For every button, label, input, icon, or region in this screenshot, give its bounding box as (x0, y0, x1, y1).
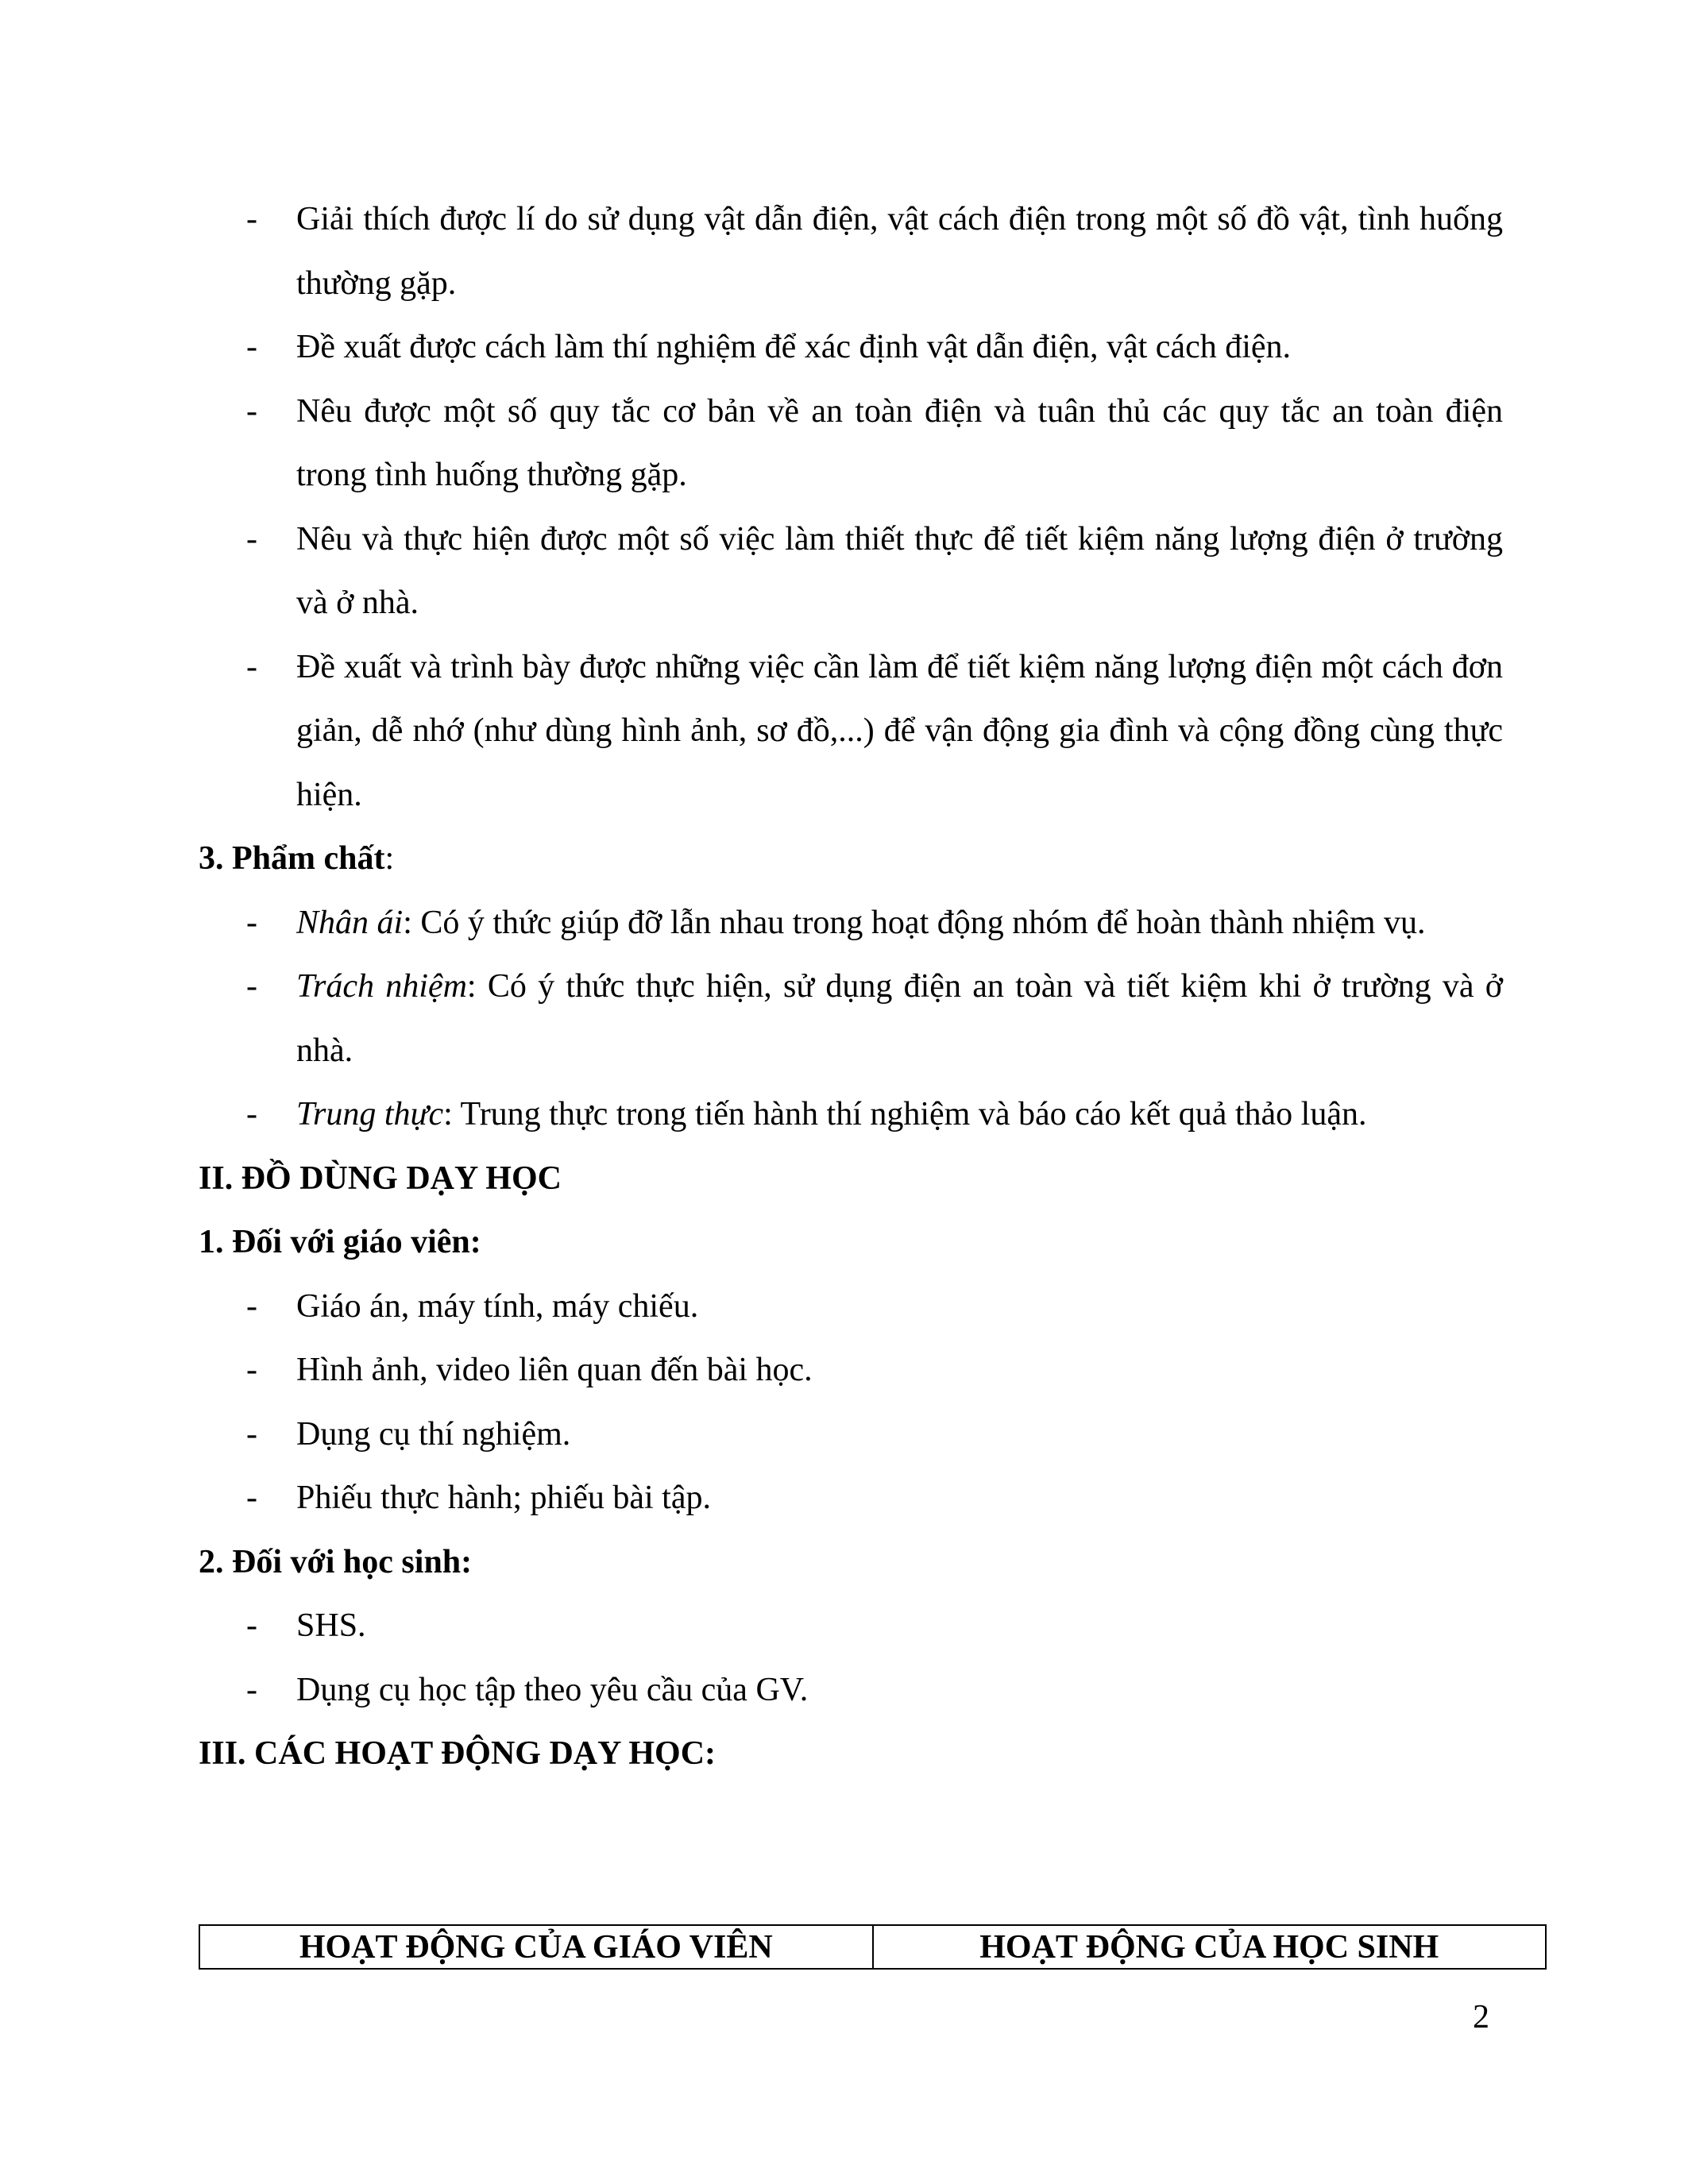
list-item (199, 955, 1545, 1082)
list-item (199, 187, 1545, 315)
student-materials-heading: 2. Đối với học sinh: (199, 1543, 473, 1580)
qualities-heading-text: 3. Phẩm chất (199, 840, 385, 877)
list-item-text: Dụng cụ thí nghiệm. (296, 1415, 571, 1453)
list-item-text: Đề xuất được cách làm thí nghiệm để xác định vật dẫn điện, vật cách điện. (296, 329, 1292, 365)
list-item-text: Hình ảnh, video liên quan đến bài học. (296, 1352, 813, 1388)
list-item (199, 507, 1545, 635)
list-item (199, 1275, 1545, 1339)
qualities-heading-colon: : (384, 840, 395, 877)
bullet-dash: - (246, 904, 257, 941)
materials-heading: II. ĐỒ DÙNG DẠY HỌC (199, 1160, 562, 1197)
bullet-dash: - (246, 1287, 257, 1325)
quality-text: : Có ý thức thực hiện, sử dụng điện an toàn và tiết kiệm khi ở trường và ở nhà. (296, 968, 1503, 1069)
list-item-text: Phiếu thực hành; phiếu bài tập. (296, 1480, 711, 1516)
qualities-heading (199, 827, 1545, 891)
list-item (199, 315, 1545, 380)
list-item (199, 635, 1545, 828)
teacher-materials-list (199, 1275, 1545, 1530)
table-header-row (199, 1925, 1546, 1969)
list-item (199, 1403, 1545, 1467)
list-item (199, 1658, 1545, 1723)
quality-label: Trung thực (296, 1096, 444, 1133)
list-item-text: Giáo án, máy tính, máy chiếu. (296, 1287, 699, 1325)
bullet-dash: - (246, 520, 257, 558)
activities-heading: III. CÁC HOẠT ĐỘNG DẠY HỌC: (199, 1735, 717, 1772)
list-item-text: SHS. (296, 1607, 366, 1644)
list-item-text: Nêu và thực hiện được một số việc làm thiết thực để tiết kiệm năng lượng điện ở trường và ở nhà. (296, 520, 1503, 621)
activities-table (199, 1924, 1547, 1970)
bullet-dash: - (246, 1415, 257, 1453)
bullet-dash: - (246, 1671, 257, 1708)
list-item-text: Đề xuất và trình bày được những việc cần làm để tiết kiệm năng lượng điện một cách đơn giản, dễ nhớ (như dùng hình ảnh, sơ đồ,...) để vận động gia đình và cộng đồng cùng thực hiện. (296, 648, 1503, 813)
list-item-text: Giải thích được lí do sử dụng vật dẫn điện, vật cách điện trong một số đồ vật, tình huống thường gặp. (296, 201, 1503, 302)
quality-label: Nhân ái (296, 904, 404, 941)
teacher-materials-heading: 1. Đối với giáo viên: (199, 1224, 481, 1260)
quality-text: : Trung thực trong tiến hành thí nghiệm và báo cáo kết quả thảo luận. (443, 1096, 1367, 1133)
bullet-dash: - (246, 648, 257, 685)
list-item (199, 1594, 1545, 1658)
qualities-list (199, 891, 1545, 1147)
bullet-dash: - (246, 968, 257, 1005)
list-item (199, 1338, 1545, 1403)
list-item (199, 1082, 1545, 1147)
student-materials-list (199, 1594, 1545, 1722)
teacher-activity-column-header: HOẠT ĐỘNG CỦA GIÁO VIÊN (199, 1925, 873, 1969)
skills-list (199, 187, 1545, 827)
bullet-dash: - (246, 1607, 257, 1644)
list-item (199, 1466, 1545, 1530)
bullet-dash: - (246, 329, 257, 365)
list-item (199, 891, 1545, 955)
quality-text: : Có ý thức giúp đỡ lẫn nhau trong hoạt động nhóm để hoàn thành nhiệm vụ. (403, 904, 1426, 941)
bullet-dash: - (246, 1096, 257, 1133)
student-activity-column-header: HOẠT ĐỘNG CỦA HỌC SINH (873, 1925, 1547, 1969)
document-page (199, 187, 1545, 1786)
page-number: 2 (1473, 1999, 1489, 2035)
bullet-dash: - (246, 392, 257, 430)
bullet-dash: - (246, 201, 257, 237)
list-item (199, 380, 1545, 507)
bullet-dash: - (246, 1480, 257, 1516)
quality-label: Trách nhiệm (296, 968, 467, 1005)
list-item-text: Nêu được một số quy tắc cơ bản về an toàn điện và tuân thủ các quy tắc an toàn điện trong tình huống thường gặp. (296, 392, 1503, 493)
list-item-text: Dụng cụ học tập theo yêu cầu của GV. (296, 1671, 809, 1708)
bullet-dash: - (246, 1352, 257, 1388)
